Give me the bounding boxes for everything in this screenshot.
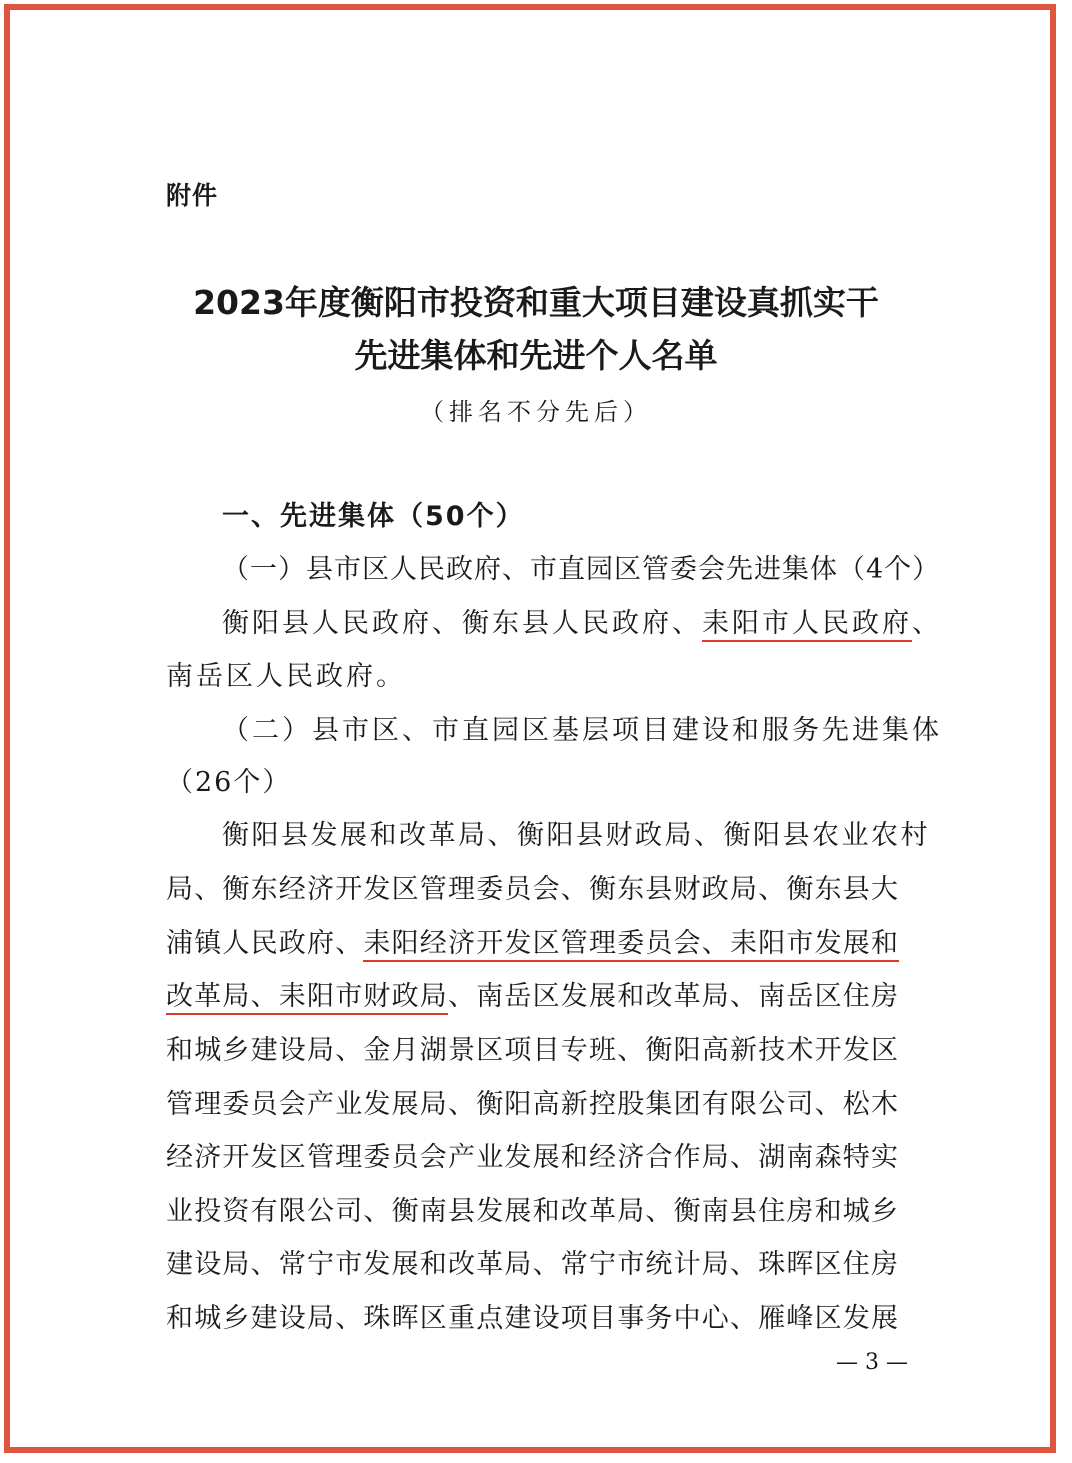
sub1-body-line1 — [222, 604, 972, 644]
document-title-line2: 先进集体和先进个人名单 — [354, 336, 718, 375]
text-run: 浦镇人民政府、 — [166, 928, 364, 959]
sub2-body-line6: 管理委员会产业发展局、衡阳高新控股集团有限公司、松木 — [166, 1089, 900, 1120]
sub2-body-line3 — [166, 924, 916, 964]
text-run: 、 — [912, 608, 942, 639]
sub2-heading-line1: （二）县市区、市直园区基层项目建设和服务先进集体 — [222, 715, 942, 746]
sub1-body-line2: 南岳区人民政府。 — [166, 661, 406, 692]
sub2-body-line7: 经济开发区管理委员会产业发展和经济合作局、湖南森特实 — [166, 1142, 900, 1173]
text-run: 、南岳区发展和改革局、南岳区住房 — [448, 981, 900, 1012]
sub2-body-line10: 和城乡建设局、珠晖区重点建设项目事务中心、雁峰区发展 — [166, 1303, 900, 1334]
sub2-body-line1: 衡阳县发展和改革局、衡阳县财政局、衡阳县农业农村 — [222, 820, 930, 851]
section1-heading: 一、先进集体（50个） — [222, 501, 525, 532]
underlined-text: 耒阳市人民政府 — [702, 608, 912, 642]
underlined-text: 耒阳经济开发区管理委员会、耒阳市发展和 — [363, 928, 899, 962]
sub2-heading-line2: （26个） — [166, 767, 292, 798]
document-subtitle: （排名不分先后） — [420, 398, 652, 426]
document-title-line1: 2023年度衡阳市投资和重大项目建设真抓实干 — [193, 283, 879, 322]
sub2-body-line5: 和城乡建设局、金月湖景区项目专班、衡阳高新技术开发区 — [166, 1035, 900, 1066]
text-run: 衡阳县人民政府、衡东县人民政府、 — [222, 608, 702, 639]
page-number: — 3 — — [836, 1350, 908, 1375]
sub2-body-line8: 业投资有限公司、衡南县发展和改革局、衡南县住房和城乡 — [166, 1196, 900, 1227]
sub2-body-line4 — [166, 977, 916, 1017]
sub1-heading: （一）县市区人民政府、市直园区管委会先进集体（4个） — [222, 554, 941, 585]
sub2-body-line2: 局、衡东经济开发区管理委员会、衡东县财政局、衡东县大 — [166, 874, 900, 905]
attachment-label: 附件 — [166, 181, 219, 210]
underlined-text: 改革局、耒阳市财政局 — [166, 981, 448, 1015]
sub2-body-line9: 建设局、常宁市发展和改革局、常宁市统计局、珠晖区住房 — [166, 1249, 900, 1280]
